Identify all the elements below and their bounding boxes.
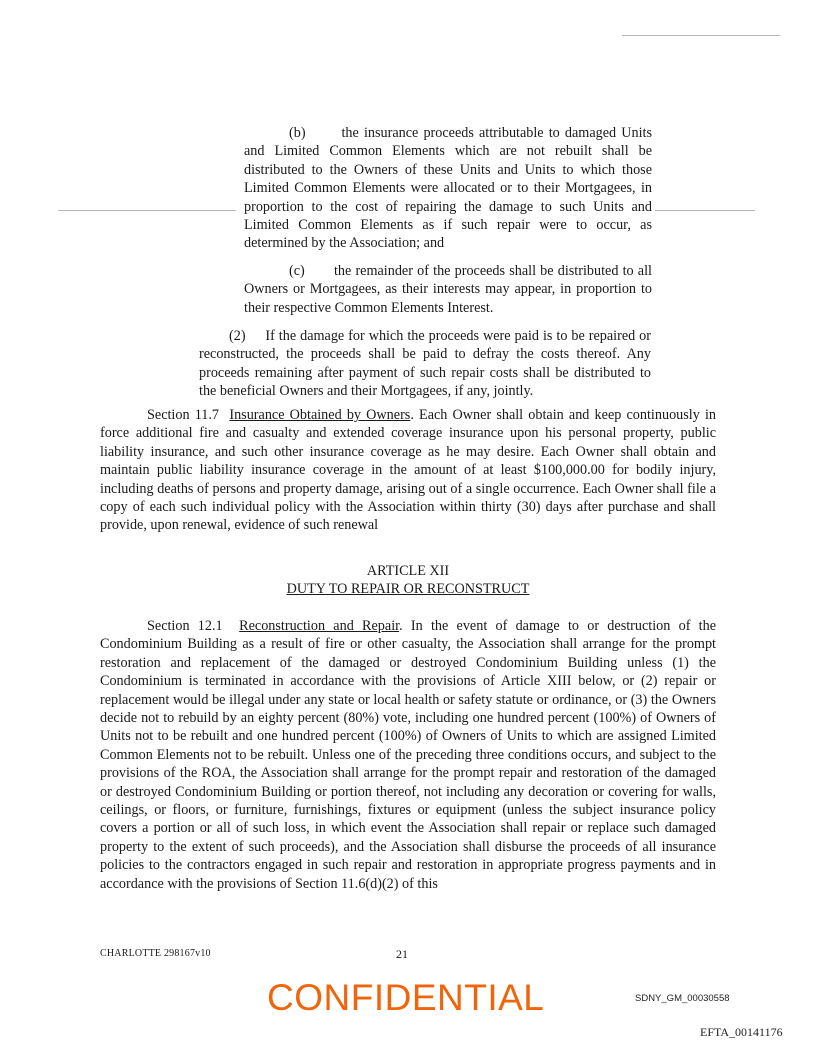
confidential-stamp: CONFIDENTIAL <box>267 977 545 1018</box>
article-number: ARTICLE XII <box>366 563 450 579</box>
section-12-1-number: Section 12.1 <box>147 618 223 634</box>
footer-doc-id: CHARLOTTE 298167v10 <box>100 948 211 959</box>
page-number: 21 <box>396 947 408 961</box>
section-12-1 <box>100 617 716 893</box>
bates-number: SDNY_GM_00030558 <box>635 993 730 1004</box>
section-11-7 <box>100 406 716 535</box>
article-title <box>100 580 716 598</box>
efta-number: EFTA_00141176 <box>700 1025 783 1039</box>
section-11-7-body: . Each Owner shall obtain and keep continuously in force additional fire and casualty and extended coverage insurance upon his personal property, public liability insurance, and such other insurance coverage as he may desire. Each Owner shall obtain and maintain public liability insurance coverage in the amount of at least $100,000.00 for bodily injury, including deaths of persons and property damage, arising out of a single occurrence. Each Owner shall file a copy of each such individual policy with the Association within thirty (30) days after purchase and shall provide, upon renewal, evidence of such renewal <box>100 407 717 534</box>
scan-line-right <box>655 210 755 211</box>
section-12-1-body: . In the event of damage to or destruction of the Condominium Building as a result of fire or other casualty, the Association shall arrange for the prompt restoration and replacement of the damaged or destroyed Condominium Building unless (1) the Condominium is terminated in accordance with the provisions of Article XIII below, or (2) repair or replacement would be illegal under any state or local health or safety statute or ordinance, or (3) the Owners decide not to rebuild by an eighty percent (80%) vote, including one hundred percent (100%) of Owners of Units not to be rebuilt and one hundred percent (100%) of Owners of Units to which are assigned Limited Common Elements not to be rebuilt. Unless one of the preceding three conditions occurs, and subject to the provisions of the ROA, the Association shall arrange for the prompt repair and restoration of the damaged or destroyed Condominium Building or portion thereof, not including any decoration or covering for walls, ceilings, or floors, or furniture, furnishings, fixtures or equipment (unless the subject insurance policy covers a portion or all of such loss, in which event the Association shall repair or replace such damaged property to the extent of such proceeds), and the Association shall disburse the proceeds of all insurance policies to the contractors engaged in such repair and restoration in appropriate progress payments and in accordance with the provisions of Section 11.6(d)(2) of this <box>100 618 716 892</box>
section-12-1-heading: Reconstruction and Repair <box>239 618 400 634</box>
scan-line-left <box>58 210 236 211</box>
scan-line-top-right <box>622 35 780 36</box>
subparagraph-b: (b) the insurance proceeds attributable to damaged Units and Limited Common Elements which are not rebuilt shall be distributed to the Owners of these Units and Units to which those Limited Common Elements were allocated or to their Mortgagees, in proportion to the cost of repairing the damage to such Units and Limited Common Elements as if such repair were to occur, as determined by the Association; and <box>244 125 652 252</box>
paragraph-2: (2) If the damage for which the proceeds were paid is to be repaired or reconstructed, the proceeds shall be paid to defray the costs thereof. Any proceeds remaining after payment of such repair costs shall be distributed to the beneficial Owners and their Mortgagees, if any, jointly. <box>199 328 651 400</box>
subparagraph-c: (c) the remainder of the proceeds shall be distributed to all Owners or Mortgagees, as their interests may appear, in proportion to their respective Common Elements Interest. <box>244 263 652 316</box>
article-title-text: DUTY TO REPAIR OR RECONSTRUCT <box>286 581 530 597</box>
section-11-7-number: Section 11.7 <box>147 407 220 423</box>
section-11-7-heading: Insurance Obtained by Owners <box>229 407 411 423</box>
